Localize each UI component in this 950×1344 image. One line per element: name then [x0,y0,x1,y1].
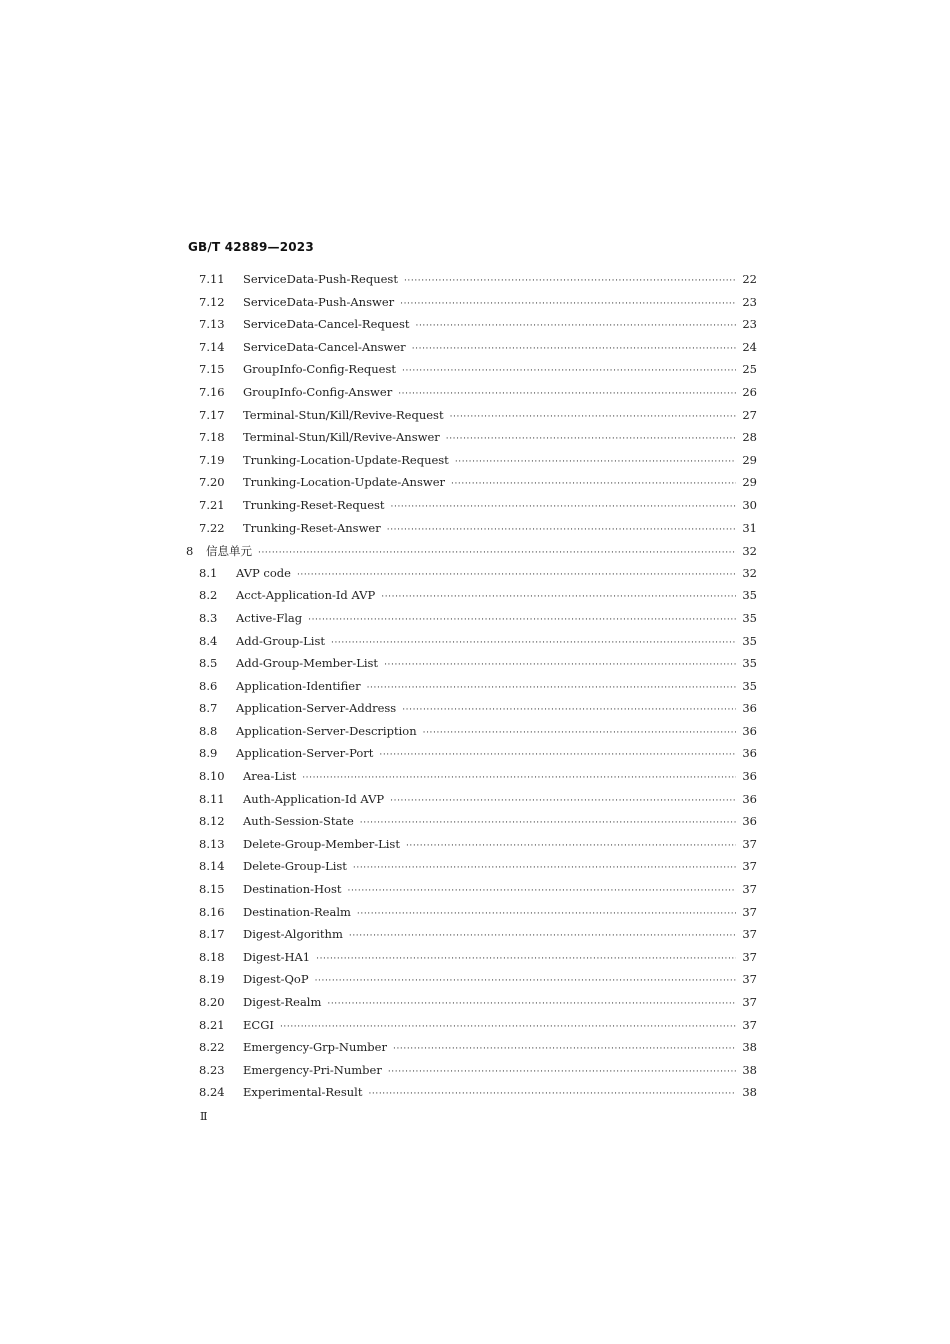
toc-entry-number: 8.17 [199,927,225,942]
toc-entry-page: 37 [742,882,757,897]
toc-entry-title: 信息单元 [206,544,252,559]
toc-entry-page: 29 [742,475,757,490]
toc-entry-title: Trunking-Reset-Request [243,497,385,512]
toc-entry[interactable] [186,837,757,860]
toc-entry-number: 7.21 [199,497,225,512]
toc-entry-title: Digest-QoP [243,972,309,987]
toc-entry-title: Terminal-Stun/Kill/Revive-Request [243,407,444,422]
toc-dot-leader [446,434,736,444]
toc-entry-title: Emergency-Grp-Number [243,1040,387,1055]
toc-dot-leader [315,976,736,986]
toc-entry-page: 29 [742,452,757,467]
toc-entry-title: Destination-Host [243,882,342,897]
toc-dot-leader [450,412,736,422]
toc-entry-page: 38 [742,1085,757,1100]
toc-entry-page: 32 [742,544,757,559]
toc-dot-leader [360,818,736,828]
toc-entry-number: 8.21 [199,1017,225,1032]
toc-entry-title: ServiceData-Push-Request [243,272,398,286]
toc-entry-page: 38 [742,1062,757,1077]
toc-entry-title: Experimental-Result [243,1085,363,1100]
toc-entry[interactable] [186,814,757,837]
toc-entry-page: 36 [742,723,757,738]
toc-entry-title: ServiceData-Cancel-Request [243,317,410,332]
toc-entry-page: 35 [742,610,757,625]
toc-entry-number: 8.3 [199,610,218,625]
toc-entry[interactable] [186,566,757,589]
toc-dot-leader [415,321,736,331]
toc-entry-title: Application-Server-Port [236,746,374,761]
toc-entry[interactable] [186,543,757,566]
toc-entry-title: Digest-Realm [243,995,322,1009]
toc-entry-page: 27 [742,407,757,422]
toc-entry-page: 37 [742,995,757,1009]
toc-entry-title: Delete-Group-List [243,859,347,874]
toc-entry[interactable] [186,295,757,318]
toc-entry[interactable] [186,362,757,385]
toc-dot-leader [349,931,736,941]
page-number: Ⅱ [200,1110,208,1123]
toc-entry-title: Emergency-Pri-Number [243,1062,382,1077]
toc-dot-leader [451,479,736,489]
toc-entry-title: ECGI [243,1017,274,1032]
toc-entry-title: Acct-Application-Id AVP [236,588,376,603]
toc-entry-title: Trunking-Location-Update-Answer [243,475,445,490]
toc-entry[interactable] [186,385,757,408]
toc-dot-leader [384,660,736,670]
toc-dot-leader [404,276,736,286]
toc-entry[interactable] [186,634,757,657]
toc-entry-page: 37 [742,859,757,874]
toc-entry-number: 8.14 [199,859,225,874]
toc-entry-title: Add-Group-List [236,633,326,648]
toc-entry[interactable] [186,882,757,905]
toc-entry-number: 8.8 [199,723,218,738]
toc-entry-page: 37 [742,972,757,987]
toc-dot-leader [391,502,736,512]
toc-entry-number: 8.24 [199,1085,225,1100]
toc-entry-number: 8.1 [199,565,218,580]
toc-entry-title: Application-Server-Address [236,701,397,716]
toc-dot-leader [387,525,736,535]
toc-entry[interactable] [186,588,757,611]
toc-entry-page: 36 [742,769,757,784]
toc-entry[interactable] [186,317,757,340]
toc-entry-number: 8.11 [199,791,225,806]
toc-entry-page: 28 [742,430,757,445]
toc-dot-leader [455,457,736,467]
toc-dot-leader [368,1089,736,1099]
toc-entry-number: 7.12 [199,294,225,309]
toc-entry-number: 8.4 [199,633,218,648]
toc-entry[interactable] [186,656,757,679]
toc-entry[interactable] [186,679,757,702]
toc-entry-title: Active-Flag [236,610,303,625]
toc-entry-page: 35 [742,588,757,603]
toc-entry[interactable] [186,769,757,792]
toc-entry-page: 25 [742,362,757,377]
toc-entry-number: 7.13 [199,317,225,332]
toc-entry-number: 7.11 [199,272,225,286]
toc-entry-page: 30 [742,497,757,512]
toc-dot-leader [400,299,736,309]
toc-entry-title: Trunking-Reset-Answer [243,520,381,535]
toc-entry-number: 7.18 [199,430,225,445]
toc-dot-leader [302,773,736,783]
toc-entry[interactable] [186,611,757,634]
toc-entry[interactable] [186,927,757,950]
toc-entry-title: ServiceData-Cancel-Answer [243,339,406,354]
toc-dot-leader [327,999,736,1009]
toc-dot-leader [388,1067,736,1077]
toc-entry-page: 37 [742,927,757,942]
toc-entry-page: 37 [742,904,757,919]
toc-entry-title: Add-Group-Member-List [236,656,379,671]
toc-entry-number: 8.15 [199,882,225,897]
toc-dot-leader [398,389,736,399]
toc-entry-page: 36 [742,814,757,829]
toc-entry-title: Auth-Session-State [243,814,354,829]
toc-entry-title: Application-Server-Description [236,723,417,738]
table-of-contents [186,272,757,1108]
toc-entry-number: 7.22 [199,520,225,535]
toc-entry-number: 8.12 [199,814,225,829]
toc-entry-page: 22 [742,272,757,286]
toc-entry-page: 35 [742,678,757,693]
toc-entry-number: 8.22 [199,1040,225,1055]
toc-entry-title: Application-Identifier [236,678,361,693]
toc-entry-number: 8.13 [199,836,225,851]
toc-entry-number: 8.10 [199,769,225,784]
toc-dot-leader [258,548,736,558]
toc-entry-number: 7.16 [199,384,225,399]
toc-entry-number: 7.17 [199,407,225,422]
toc-entry-number: 8.16 [199,904,225,919]
toc-entry[interactable] [186,701,757,724]
toc-entry-number: 7.19 [199,452,225,467]
toc-entry-number: 8.6 [199,678,218,693]
toc-entry-page: 31 [742,520,757,535]
toc-dot-leader [331,638,736,648]
toc-entry-number: 7.15 [199,362,225,377]
toc-entry-page: 36 [742,701,757,716]
toc-entry[interactable] [186,724,757,747]
toc-entry-number: 8.7 [199,701,218,716]
toc-entry[interactable] [186,746,757,769]
toc-entry-page: 23 [742,317,757,332]
toc-entry-number: 8.5 [199,656,218,671]
toc-entry[interactable] [186,905,757,928]
toc-dot-leader [379,750,736,760]
toc-dot-leader [402,705,736,715]
toc-dot-leader [297,570,736,580]
toc-entry-title: AVP code [236,565,291,580]
toc-entry-title: Destination-Realm [243,904,351,919]
toc-entry[interactable] [186,521,757,544]
toc-entry-title: Terminal-Stun/Kill/Revive-Answer [243,430,440,445]
toc-entry[interactable] [186,859,757,882]
toc-dot-leader [353,863,736,873]
toc-entry[interactable] [186,995,757,1018]
toc-entry-page: 36 [742,791,757,806]
toc-entry-title: GroupInfo-Config-Request [243,362,396,377]
toc-entry[interactable] [186,340,757,363]
toc-entry-number: 7.20 [199,475,225,490]
toc-entry-number: 8 [186,544,194,559]
toc-entry-page: 24 [742,339,757,354]
toc-entry-title: Auth-Application-Id AVP [243,791,385,806]
toc-entry-page: 32 [742,565,757,580]
toc-dot-leader [316,954,736,964]
toc-dot-leader [308,615,736,625]
toc-entry[interactable] [186,1063,757,1086]
toc-entry[interactable] [186,1018,757,1041]
toc-entry-title: Delete-Group-Member-List [243,836,400,851]
toc-entry-page: 36 [742,746,757,761]
toc-dot-leader [357,909,736,919]
toc-entry-page: 26 [742,384,757,399]
toc-dot-leader [412,344,736,354]
toc-entry-number: 7.14 [199,339,225,354]
toc-dot-leader [347,886,736,896]
toc-entry[interactable] [186,272,757,295]
toc-entry[interactable] [186,972,757,995]
toc-entry-number: 8.23 [199,1062,225,1077]
toc-dot-leader [367,683,736,693]
toc-dot-leader [393,1044,736,1054]
toc-entry-page: 38 [742,1040,757,1055]
toc-entry[interactable] [186,475,757,498]
toc-entry[interactable] [186,430,757,453]
toc-dot-leader [381,592,736,602]
toc-entry-title: GroupInfo-Config-Answer [243,384,393,399]
toc-entry-number: 8.2 [199,588,218,603]
toc-entry[interactable] [186,1085,757,1108]
toc-entry-page: 37 [742,836,757,851]
toc-entry-page: 23 [742,294,757,309]
toc-dot-leader [406,841,736,851]
toc-entry-title: ServiceData-Push-Answer [243,294,395,309]
toc-entry[interactable] [186,792,757,815]
toc-entry[interactable] [186,453,757,476]
toc-entry-page: 37 [742,949,757,964]
toc-dot-leader [423,728,736,738]
toc-entry-title: Digest-Algorithm [243,927,343,942]
toc-entry[interactable] [186,1040,757,1063]
toc-entry-number: 8.18 [199,949,225,964]
toc-entry-page: 35 [742,656,757,671]
toc-entry[interactable] [186,498,757,521]
toc-dot-leader [280,1022,736,1032]
toc-entry-number: 8.9 [199,746,218,761]
toc-entry-page: 37 [742,1017,757,1032]
toc-dot-leader [390,796,736,806]
toc-entry-number: 8.19 [199,972,225,987]
toc-entry-page: 35 [742,633,757,648]
toc-entry-title: Digest-HA1 [243,949,311,964]
toc-entry-number: 8.20 [199,995,225,1009]
toc-entry-title: Area-List [243,769,297,784]
toc-entry-title: Trunking-Location-Update-Request [243,452,449,467]
toc-entry[interactable] [186,408,757,431]
toc-dot-leader [402,366,736,376]
toc-entry[interactable] [186,950,757,973]
standard-code-header: GB/T 42889—2023 [188,240,314,254]
